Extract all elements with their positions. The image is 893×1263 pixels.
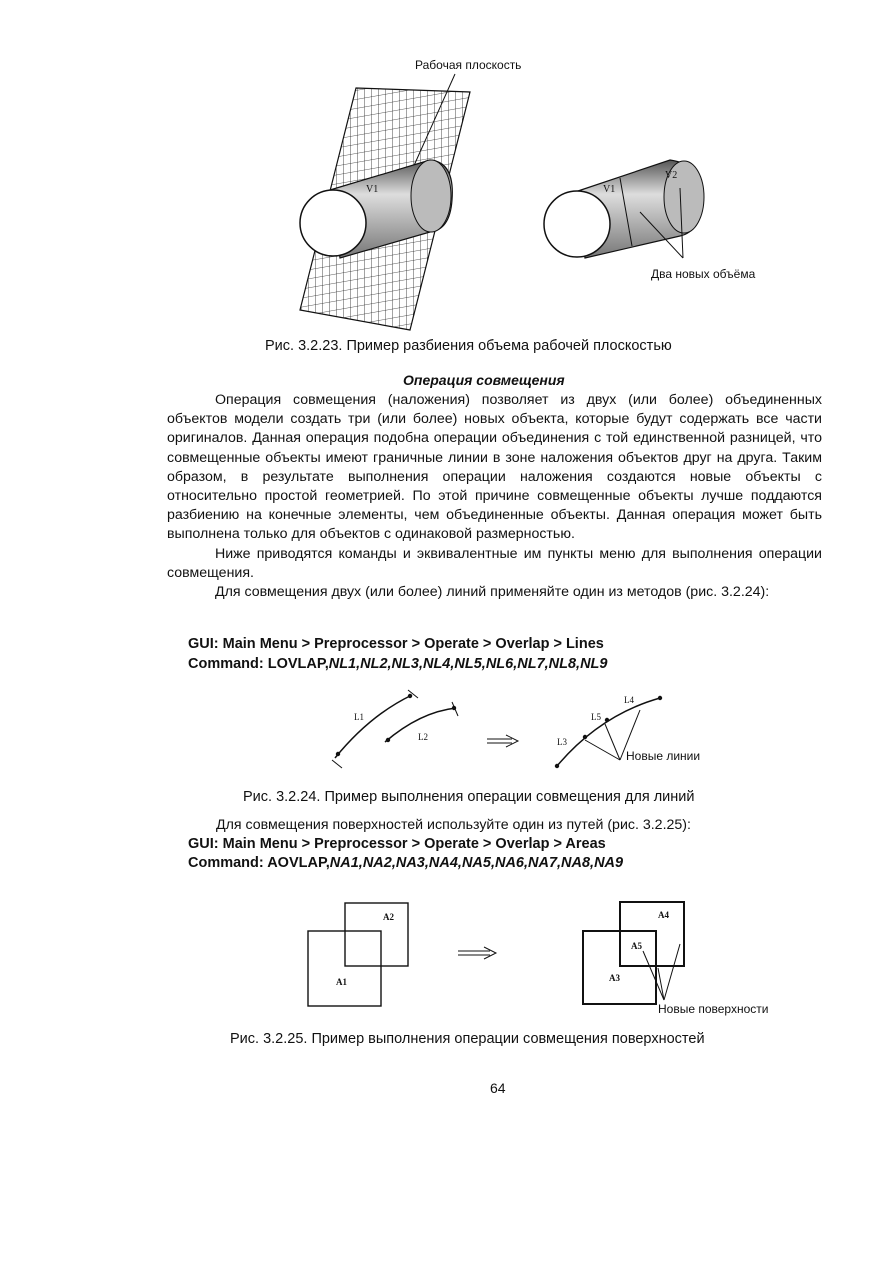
svg-text:V2: V2 [665,170,678,181]
area-a4 [620,902,684,966]
area-a2 [345,903,408,966]
gui-prefix: GUI: [188,636,223,652]
svg-text:L4: L4 [624,695,634,705]
svg-text:L3: L3 [557,737,567,747]
svg-text:V1: V1 [603,184,616,195]
paragraph-1: Операция совмещения (наложения) позволяет из двух (или более) объединенных объектов модели создать три (или более) новых объекта, которые будут содержать все части оригиналов. Данная операция подобна операции объединения с той единственной разницей, что совмещенные объекты имеют граничные линии в зоне наложения объектов друг на друга. Таким образом, в результате выполнения операции наложения создаются новые объекты с относительно простой геометрией. По этой причине совмещенные объекты лучше поддаются разбиению на конечные элементы, чем объединенные объекты. Данная операция может быть выполнена только для объектов с одинаковой размерностью. [167,392,822,543]
area-a5 [631,941,642,951]
svg-text:L5: L5 [591,712,601,722]
page-number: 64 [490,1080,506,1096]
command-prefix: Command: LOVLAP, [188,656,329,672]
paragraph-3: Для совмещения двух (или более) линий применяйте один из методов (рис. 3.2.24): [215,584,770,601]
label-new-lines: Новые линии [626,749,701,763]
svg-text:A3: A3 [609,973,620,983]
svg-text:A2: A2 [383,912,394,922]
label-new-surfaces: Новые поверхности [658,1002,769,1016]
svg-text:A5: A5 [631,941,642,951]
gui-prefix: GUI: [188,836,223,852]
gui-path: Main Menu > Preprocessor > Operate > Overlap > Areas [222,836,606,852]
arrow-areas [458,947,496,959]
paragraph-2: Ниже приводятся команды и эквивалентные им пункты меню для выполнения операции совмещения. [167,545,822,581]
svg-text:A4: A4 [658,910,669,920]
command-args: NA1,NA2,NA3,NA4,NA5,NA6,NA7,NA8,NA9 [329,855,624,871]
svg-text:L1: L1 [354,712,364,722]
caption-fig-3-2-23: Рис. 3.2.23. Пример разбиения объема рабочей плоскостью [265,338,672,354]
section-heading: Операция совмещения [403,372,565,388]
command-args: NL1,NL2,NL3,NL4,NL5,NL6,NL7,NL8,NL9 [328,656,608,672]
label-working-plane: Рабочая плоскость [415,58,522,72]
svg-text:L2: L2 [418,732,428,742]
svg-text:A1: A1 [336,977,347,987]
svg-text:V1: V1 [366,184,379,195]
caption-fig-3-2-25: Рис. 3.2.25. Пример выполнения операции совмещения поверхностей [230,1031,705,1047]
label-two-new-volumes: Два новых объёма [651,267,756,281]
caption-fig-3-2-24: Рис. 3.2.24. Пример выполнения операции совмещения для линий [243,789,695,805]
command-prefix: Command: AOVLAP, [188,855,330,871]
gui-path: Main Menu > Preprocessor > Operate > Overlap > Lines [222,636,604,652]
areas-intro: Для совмещения поверхностей используйте один из путей (рис. 3.2.25): [216,817,691,833]
